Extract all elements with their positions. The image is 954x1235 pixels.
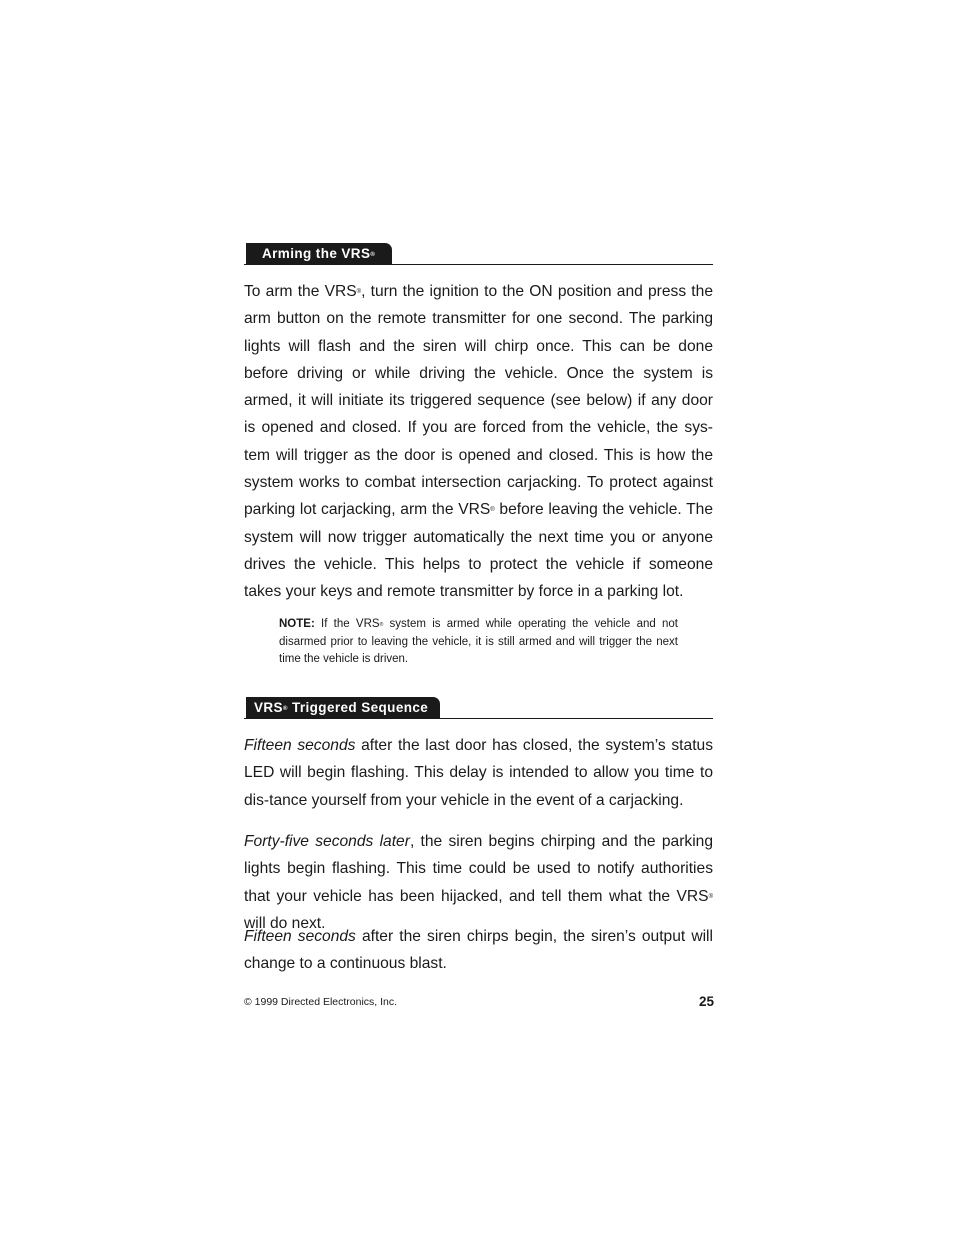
sequence-paragraph-1 bbox=[244, 732, 713, 814]
note-paragraph bbox=[279, 616, 678, 669]
emphasis: Forty-five seconds later bbox=[244, 833, 410, 850]
note-block bbox=[279, 616, 678, 669]
sequence-paragraph-1-wrap bbox=[244, 732, 713, 814]
sequence-paragraph-3-wrap bbox=[244, 923, 713, 978]
section-header-arming bbox=[244, 242, 713, 265]
text-run: after the siren chirps begin, the siren’s output will change to a continuous blast. bbox=[244, 928, 713, 973]
registered-mark: ® bbox=[282, 706, 288, 712]
page-number: 25 bbox=[698, 994, 714, 1009]
arming-paragraph bbox=[244, 278, 713, 606]
emphasis: Fifteen seconds bbox=[244, 928, 356, 945]
registered-mark: ® bbox=[379, 622, 384, 628]
section-header-sequence bbox=[244, 696, 713, 719]
text-run: after the last door has closed, the system’s status LED will begin flashing. This delay is intended to allow you time to dis-tance yourself from your vehicle in the event of a carjacking. bbox=[244, 737, 713, 809]
section-title-text: VRS bbox=[254, 700, 283, 715]
text-run: before leaving the vehicle. The system will now trigger automatically the next time you or anyone drives the vehicle. This helps to protect the vehicle if someone takes your keys and remote transmitter by force in a parking lot. bbox=[244, 501, 714, 601]
section-rule bbox=[244, 696, 713, 719]
section-title-text: Triggered Sequence bbox=[287, 700, 429, 715]
arming-body bbox=[244, 278, 713, 606]
text-run: will do next. bbox=[244, 914, 326, 932]
section-title-arming bbox=[246, 243, 392, 265]
footer-copyright: © 1999 Directed Electronics, Inc. bbox=[244, 996, 398, 1008]
sequence-paragraph-3 bbox=[244, 923, 713, 978]
sequence-paragraph-2 bbox=[244, 828, 713, 937]
section-title-text: Arming the VRS bbox=[262, 246, 371, 261]
registered-mark: ® bbox=[356, 289, 362, 295]
emphasis: Fifteen seconds bbox=[244, 737, 356, 754]
text-run: If the VRS bbox=[314, 618, 380, 630]
registered-mark: ® bbox=[708, 893, 713, 900]
section-title-sequence bbox=[246, 697, 440, 719]
text-run: , turn the ignition to the ON position and press the arm button on the remote transmitter for one second. The parking lights will flash and the siren will chirp once. This can be done before driving or while driving the vehicle. Once the system is armed, it will initiate its triggered sequence (see below) if any door is opened and closed. If you are forced from the vehicle, the sys-tem will trigger as the door is opened and closed. This is how the system works to combat intersection carjacking. To protect against parking lot carjacking, arm the VRS bbox=[244, 283, 713, 519]
text-run: To arm the VRS bbox=[244, 283, 357, 300]
registered-mark: ® bbox=[490, 507, 495, 514]
section-rule bbox=[244, 242, 713, 265]
registered-mark: ® bbox=[370, 252, 376, 258]
sequence-paragraph-2-wrap bbox=[244, 828, 713, 937]
note-label: NOTE: bbox=[279, 618, 315, 630]
text-run: system is armed while operating the vehicle and not disarmed prior to leaving the vehicle, it is still armed and will trigger the next time the vehicle is driven. bbox=[279, 618, 678, 666]
text-run: , the siren begins chirping and the parking lights begin flashing. This time could be used to notify authorities that your vehicle has been hijacked, and tell them what the VRS bbox=[244, 833, 713, 905]
